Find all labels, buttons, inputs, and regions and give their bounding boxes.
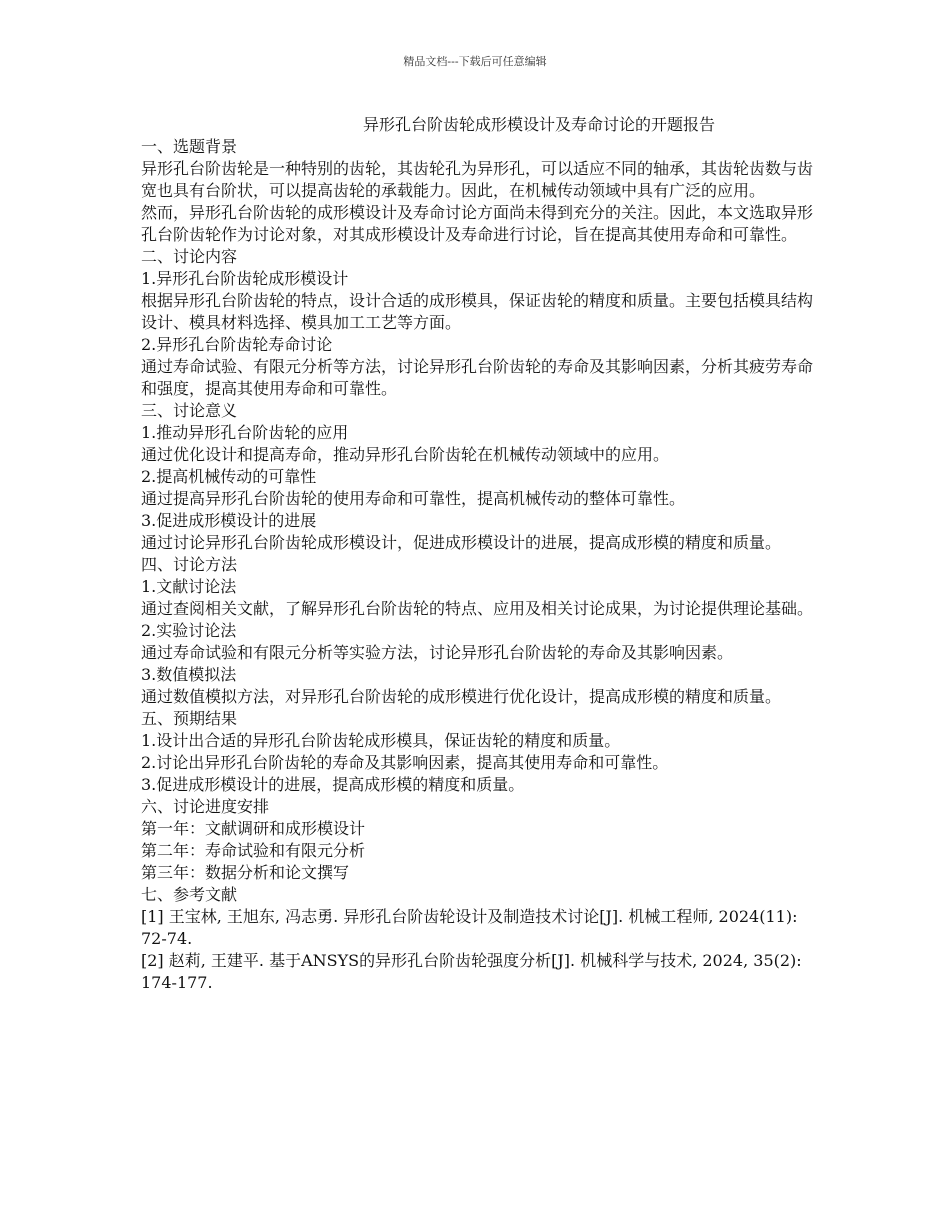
reference-item: [1] 王宝林, 王旭东, 冯志勇. 异形孔台阶齿轮设计及制造技术讨论[J]. 机械工程师, 2024(11): 72-74. — [141, 907, 798, 948]
list-item: 1.设计出合适的异形孔台阶齿轮成形模具，保证齿轮的精度和质量。 — [141, 731, 621, 750]
subheading: 2.异形孔台阶齿轮寿命讨论 — [141, 335, 333, 354]
paragraph: 异形孔台阶齿轮是一种特别的齿轮，其齿轮孔为异形孔，可以适应不同的轴承，其齿轮齿数与齿宽也具有台阶状，可以提高齿轮的承载能力。因此，在机械传动领域中具有广泛的应用。 — [141, 159, 814, 200]
section-heading-significance: 三、讨论意义 — [141, 401, 238, 420]
subheading: 3.数值模拟法 — [141, 665, 237, 684]
section-heading-references: 七、参考文献 — [141, 885, 238, 904]
subheading: 3.促进成形模设计的进展 — [141, 511, 317, 530]
paragraph: 根据异形孔台阶齿轮的特点，设计合适的成形模具，保证齿轮的精度和质量。主要包括模具结构设计、模具材料选择、模具加工工艺等方面。 — [141, 291, 814, 332]
subheading: 1.文献讨论法 — [141, 577, 237, 596]
subheading: 1.推动异形孔台阶齿轮的应用 — [141, 423, 349, 442]
paragraph: 通过提高异形孔台阶齿轮的使用寿命和可靠性，提高机械传动的整体可靠性。 — [141, 489, 686, 508]
paragraph: 然而，异形孔台阶齿轮的成形模设计及寿命讨论方面尚未得到充分的关注。因此，本文选取异形孔台阶齿轮作为讨论对象，对其成形模设计及寿命进行讨论，旨在提高其使用寿命和可靠性。 — [141, 203, 814, 244]
section-heading-schedule: 六、讨论进度安排 — [141, 797, 270, 816]
paragraph: 通过讨论异形孔台阶齿轮成形模设计，促进成形模设计的进展，提高成形模的精度和质量。 — [141, 533, 782, 552]
document-body — [141, 114, 817, 994]
paragraph: 通过查阅相关文献，了解异形孔台阶齿轮的特点、应用及相关讨论成果，为讨论提供理论基础。 — [141, 599, 814, 618]
page-header-watermark: 精品文档---下载后可任意编辑 — [403, 55, 547, 68]
section-heading-methods: 四、讨论方法 — [141, 555, 238, 574]
paragraph: 通过数值模拟方法，对异形孔台阶齿轮的成形模进行优化设计，提高成形模的精度和质量。 — [141, 687, 782, 706]
section-heading-background: 一、选题背景 — [141, 137, 238, 156]
list-item: 2.讨论出异形孔台阶齿轮的寿命及其影响因素，提高其使用寿命和可靠性。 — [141, 753, 669, 772]
paragraph: 通过寿命试验、有限元分析等方法，讨论异形孔台阶齿轮的寿命及其影响因素，分析其疲劳寿命和强度，提高其使用寿命和可靠性。 — [141, 357, 814, 398]
section-heading-expected-results: 五、预期结果 — [141, 709, 238, 728]
document-title: 异形孔台阶齿轮成形模设计及寿命讨论的开题报告 — [363, 115, 716, 134]
reference-item: [2] 赵莉, 王建平. 基于ANSYS的异形孔台阶齿轮强度分析[J]. 机械科学与技术, 2024, 35(2): 174-177. — [141, 951, 802, 992]
list-item: 第三年：数据分析和论文撰写 — [141, 863, 350, 882]
list-item: 3.促进成形模设计的进展，提高成形模的精度和质量。 — [141, 775, 525, 794]
subheading: 2.提高机械传动的可靠性 — [141, 467, 317, 486]
paragraph: 通过优化设计和提高寿命，推动异形孔台阶齿轮在机械传动领域中的应用。 — [141, 445, 670, 464]
list-item: 第二年：寿命试验和有限元分析 — [141, 841, 366, 860]
subheading: 1.异形孔台阶齿轮成形模设计 — [141, 269, 349, 288]
list-item: 第一年：文献调研和成形模设计 — [141, 819, 366, 838]
section-heading-content: 二、讨论内容 — [141, 247, 238, 266]
paragraph: 通过寿命试验和有限元分析等实验方法，讨论异形孔台阶齿轮的寿命及其影响因素。 — [141, 643, 734, 662]
subheading: 2.实验讨论法 — [141, 621, 237, 640]
